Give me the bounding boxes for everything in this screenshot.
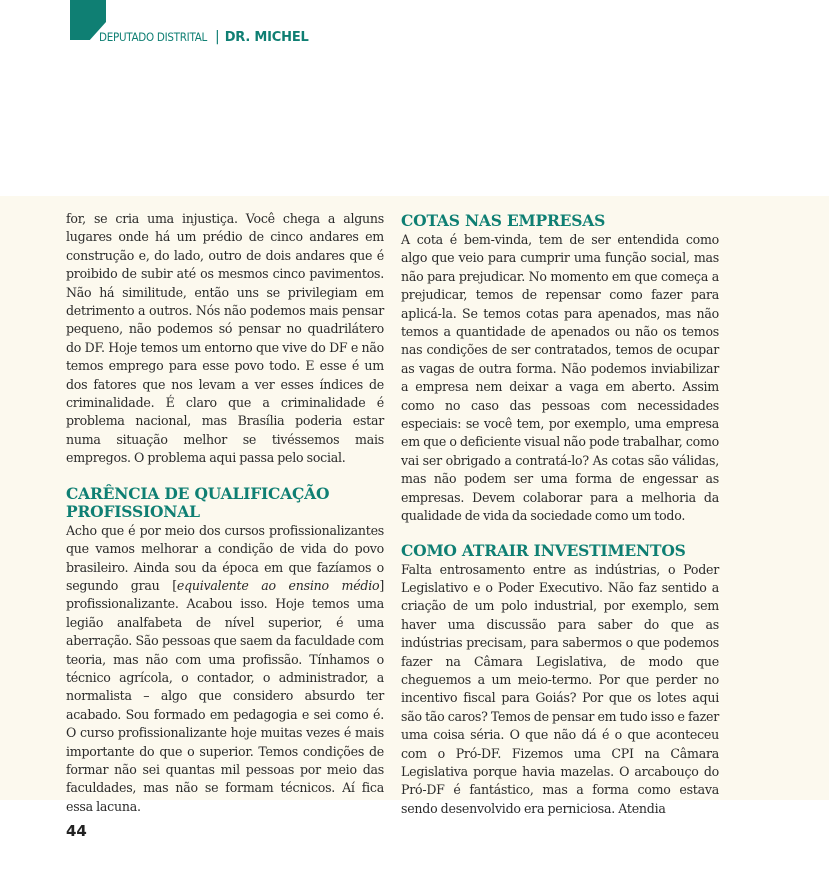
header-separator: | — [215, 29, 220, 45]
paragraph-text: Acho que é por meio dos cursos profissionalizantes que vamos melhorar a condição de vida do povo brasileiro. Ainda sou da época em que fazíamos o segundo grau [ — [66, 522, 384, 593]
left-paragraph-1: for, se cria uma injustiça. Você chega a alguns lugares onde há um prédio de cinco andares em construção e, do lado, outro de dois andares que é proibido de subir até os mesmos cinco pavimentos. Não há similitude, então uns se privilegiam em detrimento a outros. Nós não podemos mais pensar pequeno, não podemos só pensar no quadrilátero do DF. Hoje temos um entorno que vive do DF e não temos emprego para esse povo todo. E esse é um dos fatores que nos levam a ver esses índices de criminalidade. É claro que a criminalidade é problema nacional, mas Brasília poderia estar numa situação melhor se tivéssemos mais empregos. O problema aqui passa pelo social. — [66, 211, 384, 466]
header-name: DR. MICHEL — [224, 29, 309, 45]
paragraph-text: ] profissionalizante. Acabou isso. Hoje temos uma legião analfabeta de nível superior, é uma aberração. São pessoas que saem da faculdade com teoria, mas não com uma profissão. Tínhamos o técnico agrícola, o contador, o administrador, a normalista – algo que considero absurdo ter acabado. Sou formado em pedagogia e sei como é. O curso profissionalizante hoje muitas vezes é mais importante do que o superior. Temos condições de formar não sei quantas mil pessoas por meio das faculdades, mas não se formam técnicos. Aí fica essa lacuna. — [66, 577, 384, 814]
section-heading-investimentos: COMO ATRAIR INVESTIMENTOS — [401, 540, 686, 560]
left-column — [66, 210, 384, 816]
running-header — [99, 29, 309, 45]
section-heading-qualificacao: CARÊNCIA DE QUALIFICAÇÃO PROFISSIONAL — [66, 483, 330, 521]
right-column — [401, 210, 719, 818]
italic-aside: equivalente ao ensino médio — [176, 577, 380, 593]
section-heading-cotas: COTAS NAS EMPRESAS — [401, 211, 606, 230]
right-paragraph-1: A cota é bem-vinda, tem de ser entendida como algo que veio para cumprir uma função social, mas não para prejudicar. No momento em que começa a prejudicar, temos de repensar como fazer para aplicá-la. Se temos cotas para apenados, mas não temos a quantidade de apenados ou não os temos nas condições de ser contratados, temos de ocupar as vagas de outra forma. Não podemos inviabilizar a empresa nem deixar a vaga em aberto. Assim como no caso das pessoas com necessidades especiais: se você tem, por exemplo, uma empresa em que o deficiente visual não pode trabalhar, como vai ser obrigado a contratá-lo? As cotas são válidas, mas não podem ser uma forma de engessar as empresas. Devem colaborar para a melhoria da qualidade de vida da sociedade como um todo. — [401, 232, 719, 524]
header-prefix: DEPUTADO DISTRITAL — [99, 30, 207, 44]
right-paragraph-2: Falta entrosamento entre as indústrias, o Poder Legislativo e o Poder Executivo. Não faz sentido a criação de um polo industrial, por exemplo, sem haver uma discussão para saber do que as indústrias precisam, para sabermos o que podemos fazer na Câmara Legislativa, de modo que cheguemos a um meio-termo. Por que perder no incentivo fiscal para Goiás? Por que os lotes aqui são tão caros? Temos de pensar em tudo isso e fazer uma coisa séria. O que não dá é o que aconteceu com o Pró-DF. Fizemos uma CPI na Câmara Legislativa porque havia mazelas. O arcabouço do Pró-DF é fantástico, mas a forma como estava sendo desenvolvido era perniciosa. Atendia — [401, 561, 719, 816]
left-paragraph-2 — [66, 522, 384, 817]
page-number: 44 — [66, 822, 87, 840]
